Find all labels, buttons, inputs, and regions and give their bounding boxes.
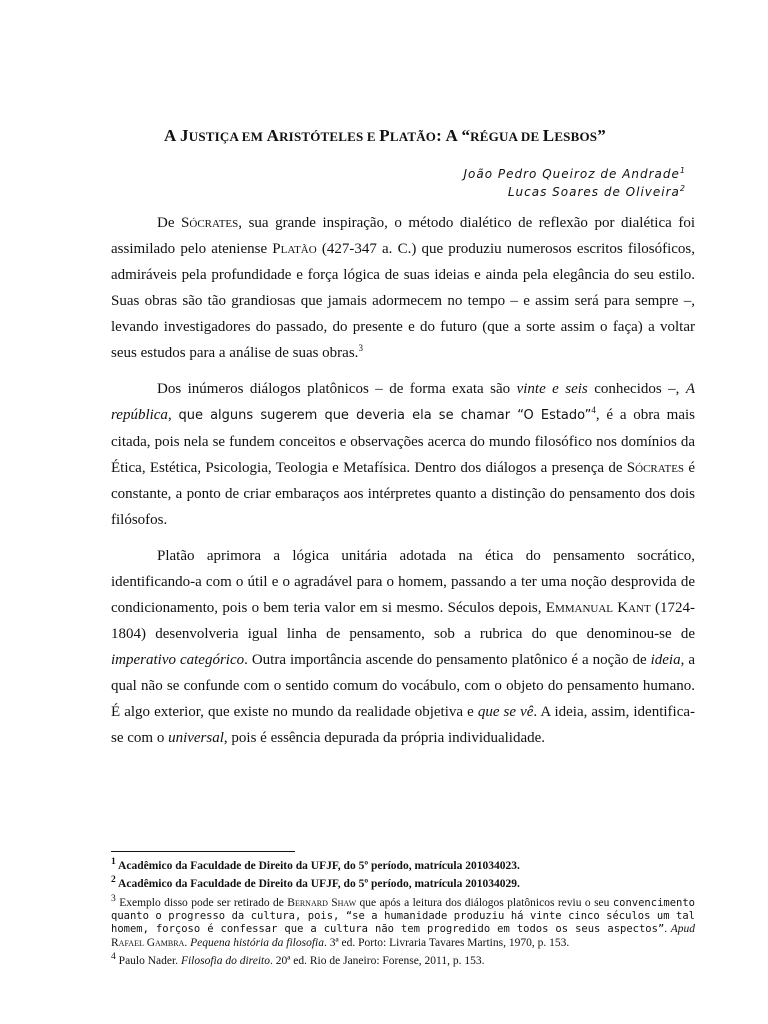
name-socrates: Sócrates — [181, 215, 239, 231]
name-shaw: Bernard Shaw — [287, 896, 357, 909]
name-kant: Emmanual Kant — [545, 600, 651, 616]
text-run: , — [167, 407, 179, 423]
name-gambra: Rafael Gambra — [111, 936, 185, 949]
author-line — [508, 184, 686, 199]
italic-text: ideia — [650, 652, 681, 668]
italic-text: imperativo categórico — [111, 652, 245, 668]
sans-text: que alguns sugerem que deveria ela se chamar “O Estado” — [178, 408, 592, 423]
title-text: RISTÓTELES E — [279, 129, 380, 144]
footnote — [111, 892, 695, 951]
footnote-marker[interactable]: 4 — [591, 405, 596, 415]
text-run: Dos inúmeros diálogos platônicos – de forma exata são — [157, 381, 517, 397]
name-platao: Platão — [272, 241, 317, 257]
italic-text: universal — [168, 730, 224, 746]
text-run: . — [184, 936, 191, 949]
footnote-number: 1 — [111, 856, 116, 867]
footnote-number: 3 — [111, 892, 116, 904]
text-run: que após a leitura dos diálogos platônicos reviu o seu — [356, 896, 613, 909]
italic-text: Apud — [670, 923, 695, 936]
text-run: conhecidos –, — [587, 381, 686, 397]
author-name: Lucas Soares de Oliveira — [507, 185, 680, 199]
title-text: RÉGUA DE — [470, 129, 543, 144]
footnote — [111, 855, 695, 873]
footnote-number: 2 — [111, 874, 116, 886]
footnotes — [111, 855, 695, 969]
text-run: Exemplo disso pode ser retirado de — [115, 896, 288, 909]
footnote-marker[interactable]: 2 — [679, 184, 686, 193]
title-text: LATÃO — [389, 129, 437, 144]
title-text: : A “ — [436, 126, 471, 145]
footnote-divider — [111, 851, 295, 852]
italic-text: que se vê — [477, 704, 534, 720]
text-run: . Outra importância ascende do pensamento platônico é a noção de — [244, 652, 651, 668]
text-run: (1724-1804) desenvolveria igual linha de pensamento, sob a rubrica do que denominou-se de — [111, 600, 695, 642]
footnote-marker[interactable]: 3 — [358, 343, 363, 353]
title-text: ESBOS — [554, 129, 598, 144]
text-run: . — [664, 923, 671, 936]
text-run: De — [157, 215, 182, 231]
text-run: . A ideia, assim, identifica-se com o — [111, 704, 696, 746]
author-line — [464, 166, 687, 181]
title-text: A J — [164, 126, 189, 145]
text-run: . 20ª ed. Rio de Janeiro: Forense, 2011, p. 153. — [269, 955, 485, 968]
title-text: A — [266, 126, 280, 145]
paragraph — [111, 210, 695, 366]
footnote-marker[interactable]: 1 — [679, 166, 686, 175]
author-name: João Pedro Queiroz de Andrade — [463, 167, 680, 181]
text-run: Platão aprimora a lógica unitária adotada na ética do pensamento socrático, identificando-a com o útil e o agradável para o homem, passando a ter uma noção desprovida de condicionamento, pois o bem teria valor em si mesmo. Séculos depois, — [111, 548, 695, 616]
text-run: . 3ª ed. Porto: Livraria Tavares Martins, 1970, p. 153. — [323, 936, 570, 949]
page-title — [90, 126, 680, 146]
italic-text: vinte e seis — [516, 381, 588, 397]
text-run: , sua grande inspiração, o método dialético de reflexão por dialética foi assimilado pelo ateniense — [111, 215, 695, 257]
footnote — [111, 873, 695, 891]
title-text: P — [379, 126, 390, 145]
text-run: é constante, a ponto de criar embaraços aos intérpretes quanto a distinção do pensamento dos dois filósofos. — [111, 460, 695, 528]
title-text: ” — [597, 126, 606, 145]
italic-text: Pequena história da filosofia — [190, 936, 324, 949]
text-run: Acadêmico da Faculdade de Direito da UFJF, do 5º período, matrícula 201034023. — [115, 859, 520, 872]
text-run: , pois é essência depurada da própria individualidade. — [223, 730, 546, 746]
mono-text: convencimento quanto o progresso da cultura, pois, “se a humanidade produziu há vinte cinco séculos um tal homem, forçoso é confessar que a cultura não tem progredido em todos os seus aspectos” — [111, 896, 696, 936]
paragraph — [111, 543, 695, 751]
paragraph — [111, 376, 695, 533]
text-run: Acadêmico da Faculdade de Direito da UFJF, do 5º período, matrícula 201034029. — [115, 878, 520, 891]
title-text: USTIÇA EM — [188, 129, 267, 144]
footnote-number: 4 — [111, 951, 116, 963]
footnote — [111, 950, 695, 968]
text-run: Paulo Nader. — [115, 955, 181, 968]
title-text: L — [542, 126, 555, 145]
text-run: (427-347 a. C.) que produziu numerosos escritos filosóficos, admiráveis pela profundidade e força lógica de suas ideias e ainda pela elegância do seu estilo. Suas obras são tão grandiosas que jamais adormecem no tempo – e assim será para sempre –, levando investigadores do passado, do presente e do futuro (que a sorte assim o faça) a voltar seus estudos para a análise de suas obras. — [111, 241, 695, 361]
text-run: , a qual não se confunde com o sentido comum do vocábulo, com o objeto do pensamento humano. É algo exterior, que existe no mundo da realidade objetiva e — [111, 652, 695, 720]
italic-text: A república — [111, 381, 696, 423]
body-text — [111, 210, 695, 761]
italic-text: Filosofia do direito — [180, 955, 270, 968]
text-run: , é a obra mais citada, pois nela se fundem conceitos e observações acerca do mundo filosófico nos domínios da Ética, Estética, Psicologia, Teologia e Metafísica. Dentro dos diálogos a presença de — [111, 407, 695, 476]
name-socrates: Sócrates — [626, 460, 685, 476]
